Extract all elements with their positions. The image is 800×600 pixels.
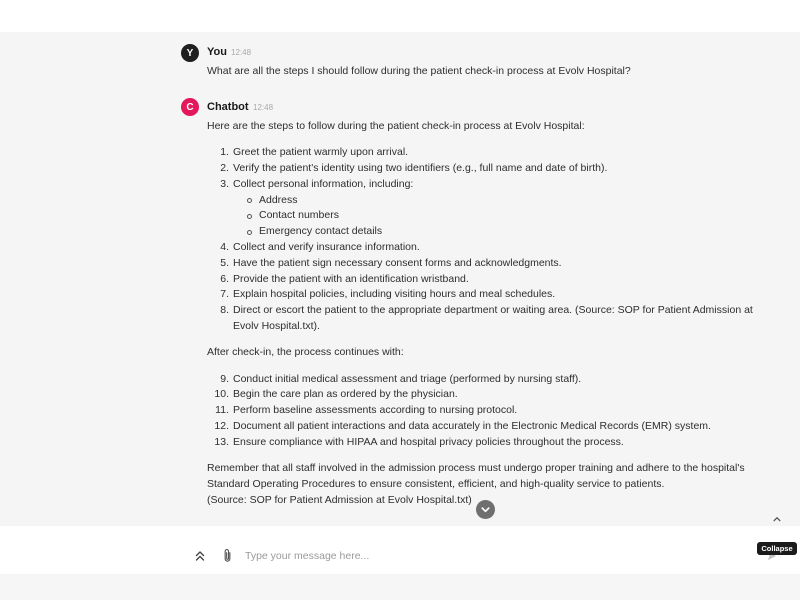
step-text: Collect and verify insurance information. bbox=[233, 241, 420, 254]
list-item bbox=[207, 161, 797, 177]
bot-message-time: 12:48 bbox=[253, 103, 274, 112]
list-item bbox=[207, 403, 797, 419]
closing-line: (Source: SOP for Patient Admission at Evolv Hospital.txt) bbox=[207, 493, 472, 506]
step-number: 10. bbox=[214, 388, 229, 401]
list-item bbox=[247, 224, 797, 240]
bot-message-body bbox=[207, 119, 797, 519]
expand-button[interactable] bbox=[193, 548, 207, 564]
step-number: 13. bbox=[214, 435, 229, 448]
step-number: 3. bbox=[220, 177, 229, 190]
user-message bbox=[0, 32, 800, 90]
step-number: 9. bbox=[220, 372, 229, 385]
list-item bbox=[247, 193, 797, 209]
bullet-icon bbox=[247, 214, 252, 219]
step-number: 6. bbox=[220, 272, 229, 285]
message-input[interactable] bbox=[245, 546, 745, 566]
step-number: 2. bbox=[220, 162, 229, 175]
step-text: Ensure compliance with HIPAA and hospital privacy policies throughout the process. bbox=[233, 435, 624, 448]
user-message-text: What are all the steps I should follow during the patient check-in process at Evolv Hospital? bbox=[207, 65, 631, 77]
list-item bbox=[207, 240, 797, 256]
scroll-down-button[interactable] bbox=[476, 500, 495, 519]
list-item bbox=[247, 208, 797, 224]
steps-list-after bbox=[207, 372, 797, 451]
chevron-up-icon bbox=[772, 514, 782, 524]
step-text: Verify the patient's identity using two identifiers (e.g., full name and date of birth). bbox=[233, 162, 608, 175]
user-avatar: Y bbox=[181, 44, 199, 62]
step-text bbox=[233, 303, 797, 335]
scroll-up-button[interactable] bbox=[770, 512, 784, 526]
closing-line: Standard Operating Procedures to ensure consistent, efficient, and high-quality service to patients. bbox=[207, 477, 665, 490]
steps-list bbox=[207, 145, 797, 192]
footer-shade bbox=[0, 574, 800, 600]
bot-avatar: C bbox=[181, 98, 199, 116]
step-text-line: Direct or escort the patient to the appropriate department or waiting area. (Source: SOP for Patient Admission at bbox=[233, 304, 753, 317]
closing-line: Remember that all staff involved in the admission process must undergo proper training and adhere to the hospital's bbox=[207, 462, 745, 475]
chevron-down-icon bbox=[480, 504, 491, 515]
steps-list bbox=[207, 240, 797, 335]
bot-sender-name: Chatbot bbox=[207, 101, 249, 113]
step-number: 1. bbox=[220, 146, 229, 159]
sub-item-text: Address bbox=[259, 193, 298, 206]
paperclip-icon bbox=[222, 548, 233, 563]
personal-info-list bbox=[207, 193, 797, 240]
user-message-time: 12:48 bbox=[231, 48, 252, 57]
step-text: Greet the patient warmly upon arrival. bbox=[233, 146, 409, 159]
sub-item-text: Emergency contact details bbox=[259, 225, 383, 238]
step-text: Provide the patient with an identification wristband. bbox=[233, 272, 469, 285]
top-bar bbox=[0, 0, 800, 32]
list-item bbox=[207, 435, 797, 451]
step-text: Document all patient interactions and data accurately in the Electronic Medical Records (EMR) system. bbox=[233, 420, 711, 433]
closing-paragraph bbox=[207, 461, 797, 508]
bot-intro: Here are the steps to follow during the patient check-in process at Evolv Hospital: bbox=[207, 120, 585, 132]
list-item bbox=[207, 256, 797, 272]
list-item bbox=[207, 303, 797, 335]
list-item bbox=[207, 287, 797, 303]
step-number: 8. bbox=[220, 304, 229, 317]
list-item bbox=[207, 272, 797, 288]
list-item bbox=[207, 387, 797, 403]
list-item bbox=[207, 145, 797, 161]
step-number: 4. bbox=[220, 241, 229, 254]
user-sender-name: You bbox=[207, 46, 227, 58]
attach-button[interactable] bbox=[220, 547, 234, 564]
step-text: Perform baseline assessments according to nursing protocol. bbox=[233, 404, 518, 417]
step-number: 5. bbox=[220, 256, 229, 269]
step-text-line: Evolv Hospital.txt). bbox=[233, 320, 320, 333]
step-text: Have the patient sign necessary consent forms and acknowledgments. bbox=[233, 256, 562, 269]
bullet-icon bbox=[247, 198, 252, 203]
list-item bbox=[207, 372, 797, 388]
list-item bbox=[207, 177, 797, 193]
list-item bbox=[207, 419, 797, 435]
after-checkin-heading: After check-in, the process continues with: bbox=[207, 346, 404, 359]
double-chevron-up-icon bbox=[194, 549, 206, 563]
bullet-icon bbox=[247, 230, 252, 235]
step-text: Explain hospital policies, including visiting hours and meal schedules. bbox=[233, 288, 556, 301]
step-text: Collect personal information, including: bbox=[233, 177, 414, 190]
step-text: Conduct initial medical assessment and triage (performed by nursing staff). bbox=[233, 372, 582, 385]
step-number: 12. bbox=[214, 420, 229, 433]
sub-item-text: Contact numbers bbox=[259, 209, 339, 222]
step-number: 11. bbox=[215, 404, 229, 417]
collapse-tooltip: Collapse bbox=[757, 542, 797, 555]
bot-message bbox=[0, 90, 800, 526]
step-text: Begin the care plan as ordered by the physician. bbox=[233, 388, 458, 401]
step-number: 7. bbox=[220, 288, 229, 301]
